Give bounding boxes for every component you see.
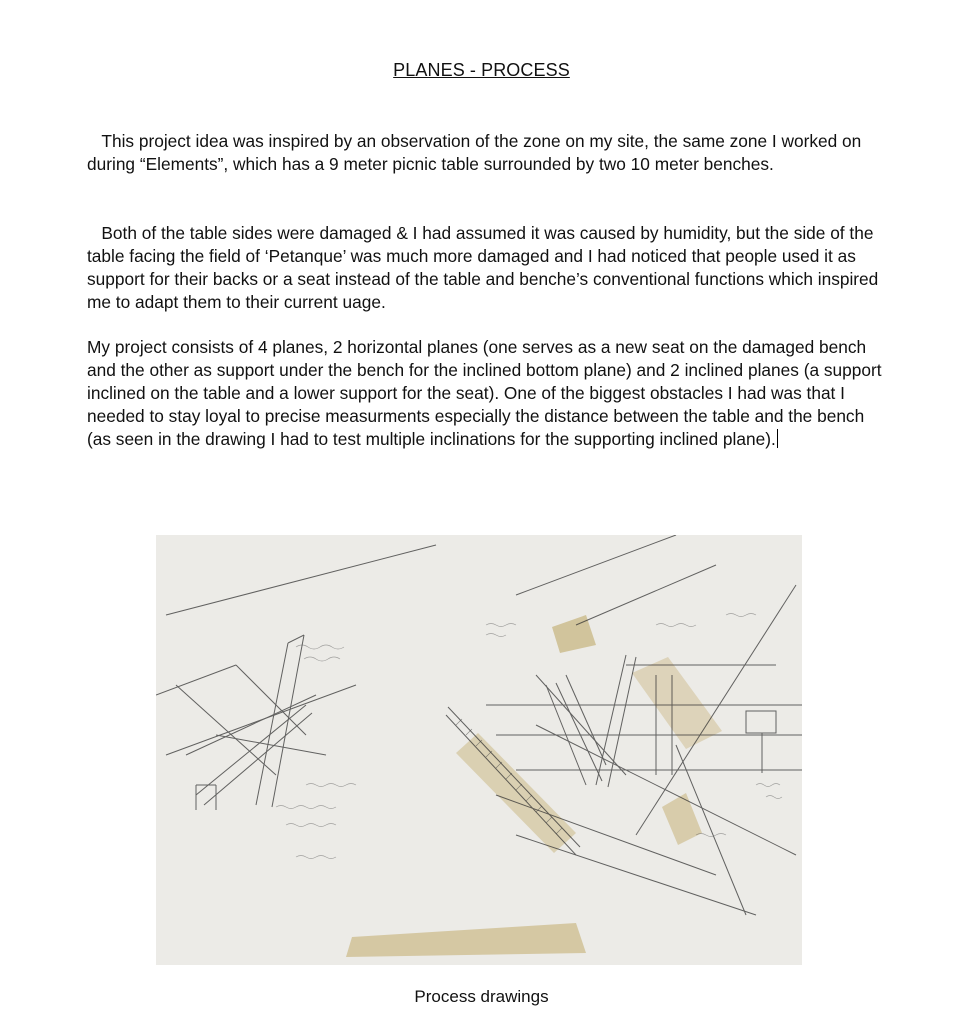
page-title: PLANES - PROCESS: [393, 60, 570, 80]
sketch-drawing: [156, 535, 802, 965]
figure-caption: Process drawings: [414, 987, 549, 1006]
paragraph-1: This project idea was inspired by an observation of the zone on my site, the same zone I worked on during “Elements”, which has a 9 meter picnic table surrounded by two 10 meter benches.: [87, 131, 867, 174]
paragraph-3-wrapper: [87, 336, 887, 451]
paragraph-3: My project consists of 4 planes, 2 horizontal planes (one serves as a new seat on the damaged bench and the other as support under the bench for the inclined bottom plane) and 2 inclined planes (a support inclined on the table and a lower support for the seat). One of the biggest obstacles I had was that I needed to stay loyal to precise measurments especially the distance between the table and the bench (as seen in the drawing I had to test multiple inclinations for the supporting inclined plane).: [87, 337, 882, 449]
text-cursor: [777, 429, 778, 448]
paragraph-2: Both of the table sides were damaged & I had assumed it was caused by humidity, but the side of the table facing the field of ‘Petanque’ was much more damaged and I had noticed that people used it as support for their backs or a seat instead of the table and benche’s conventional functions which inspired me to adapt them to their current uage.: [87, 223, 884, 312]
process-drawing-image: [156, 535, 802, 965]
